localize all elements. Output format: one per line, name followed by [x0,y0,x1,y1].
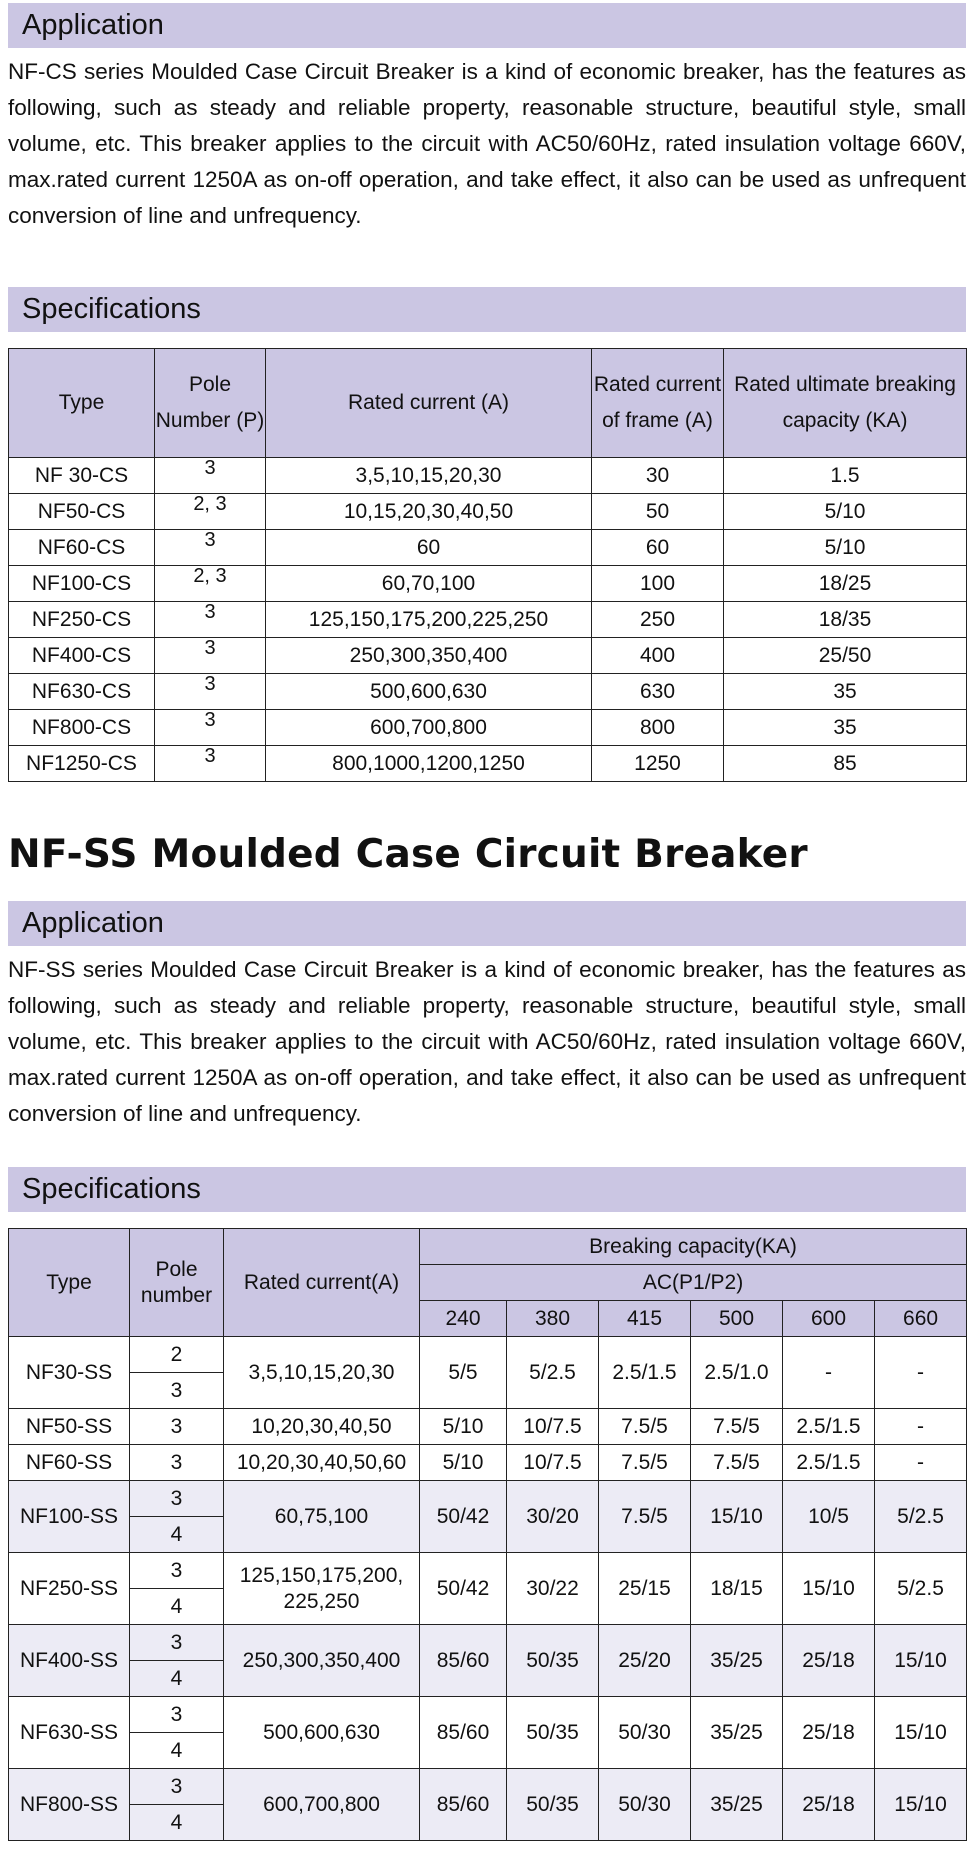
header-pole-number: Pole number [130,1229,224,1337]
cell-rated-current [224,1553,420,1625]
cell-breaking-value: 10/7.5 [507,1445,599,1481]
header-voltage: 500 [691,1301,783,1337]
cell-breaking-capacity: 5/10 [724,494,967,530]
header-type: Type [9,1229,130,1337]
cell-breaking-value: 25/18 [783,1625,875,1697]
cell-rated-current-line: 225,250 [283,1589,360,1613]
cell-pole: 3 [130,1409,224,1445]
cell-breaking-value: 25/18 [783,1697,875,1769]
cell-breaking-value: 5/2.5 [875,1553,967,1625]
cell-pole: 3 [130,1697,224,1733]
table-row [9,1697,967,1733]
cell-pole: 3 [130,1481,224,1517]
cell-rated-current: 60,70,100 [266,566,592,602]
cell-breaking-value: 5/2.5 [875,1481,967,1553]
cell-breaking-value: - [875,1337,967,1409]
cell-frame-current: 30 [592,458,724,494]
cell-pole: 2, 3 [155,494,266,530]
cell-type: NF100-SS [9,1481,130,1553]
table-row [9,1769,967,1805]
cell-breaking-value: 7.5/5 [599,1445,691,1481]
cell-breaking-value: 10/5 [783,1481,875,1553]
cell-breaking-value: 15/10 [875,1697,967,1769]
table-row [9,1445,967,1481]
cell-breaking-value: - [875,1445,967,1481]
cell-breaking-value: 85/60 [420,1697,507,1769]
cell-breaking-value: 85/60 [420,1625,507,1697]
cell-type: NF 30-CS [9,458,155,494]
cell-pole: 3 [155,746,266,782]
cell-type: NF50-SS [9,1409,130,1445]
cell-rated-current: 60,75,100 [224,1481,420,1553]
cell-frame-current: 400 [592,638,724,674]
cell-breaking-value: 50/35 [507,1697,599,1769]
cell-type: NF630-CS [9,674,155,710]
cell-pole: 3 [155,710,266,746]
cell-rated-current: 600,700,800 [224,1769,420,1841]
cell-pole: 3 [155,458,266,494]
cell-rated-current: 600,700,800 [266,710,592,746]
cell-breaking-value: 2.5/1.0 [691,1337,783,1409]
cell-frame-current: 630 [592,674,724,710]
header-voltage: 660 [875,1301,967,1337]
table-row [9,566,967,602]
cell-rated-current: 3,5,10,15,20,30 [266,458,592,494]
table-row [9,1553,967,1589]
cell-pole: 3 [155,530,266,566]
header-voltage: 600 [783,1301,875,1337]
cell-breaking-value: 5/10 [420,1409,507,1445]
cell-rated-current: 250,300,350,400 [266,638,592,674]
cell-rated-current: 10,15,20,30,40,50 [266,494,592,530]
header-voltage: 380 [507,1301,599,1337]
table-row [9,1337,967,1373]
cell-type: NF630-SS [9,1697,130,1769]
cell-pole: 4 [130,1517,224,1553]
cell-rated-current: 800,1000,1200,1250 [266,746,592,782]
header-pole-number: Pole Number (P) [155,349,266,458]
cell-breaking-capacity: 85 [724,746,967,782]
application-text: NF-CS series Moulded Case Circuit Breaker is a kind of economic breaker, has the features as following, such as steady and reliable property, reasonable structure, beautiful style, small volume, etc. This breaker applies to the circuit with AC50/60Hz, rated insulation voltage 660V, max.rated current 1250A as on-off operation, and take effect, it also can be used as unfrequent conversion of line and unfrequency. [8,59,966,228]
cell-frame-current: 250 [592,602,724,638]
cell-type: NF50-CS [9,494,155,530]
header-breaking-capacity: Rated ultimate breaking capacity (KA) [724,349,967,458]
cell-type: NF800-CS [9,710,155,746]
header-rated-current-frame: Rated current of frame (A) [592,349,724,458]
cell-breaking-value: - [783,1337,875,1409]
cell-breaking-value: 25/20 [599,1625,691,1697]
cell-pole: 2, 3 [155,566,266,602]
table-row [9,746,967,782]
cell-rated-current: 10,20,30,40,50,60 [224,1445,420,1481]
cell-rated-current: 500,600,630 [224,1697,420,1769]
cell-pole: 3 [130,1373,224,1409]
table-row [9,602,967,638]
cell-breaking-value: 30/20 [507,1481,599,1553]
cell-rated-current: 125,150,175,200,225,250 [266,602,592,638]
cell-breaking-value: 35/25 [691,1625,783,1697]
cell-breaking-value: 7.5/5 [691,1409,783,1445]
cell-breaking-capacity: 35 [724,674,967,710]
cell-breaking-value: 5/10 [420,1445,507,1481]
cell-breaking-value: 30/22 [507,1553,599,1625]
cell-rated-current: 10,20,30,40,50 [224,1409,420,1445]
cell-type: NF60-CS [9,530,155,566]
table-row [9,1481,967,1517]
cell-breaking-value: 50/42 [420,1553,507,1625]
cell-frame-current: 60 [592,530,724,566]
cell-rated-current: 500,600,630 [266,674,592,710]
cell-rated-current: 250,300,350,400 [224,1625,420,1697]
cell-pole: 3 [130,1445,224,1481]
cell-type: NF1250-CS [9,746,155,782]
specifications-heading: Specifications [8,287,966,332]
cell-breaking-value: 5/5 [420,1337,507,1409]
cell-pole: 4 [130,1589,224,1625]
cell-pole: 3 [130,1769,224,1805]
cell-breaking-value: 25/15 [599,1553,691,1625]
table-row [9,710,967,746]
cell-pole: 3 [130,1625,224,1661]
header-rated-current: Rated current (A) [266,349,592,458]
cell-frame-current: 50 [592,494,724,530]
cell-type: NF800-SS [9,1769,130,1841]
cell-rated-current: 3,5,10,15,20,30 [224,1337,420,1409]
table-row [9,530,967,566]
header-voltage: 240 [420,1301,507,1337]
nf-ss-spec-table [8,1228,967,1841]
cell-pole: 4 [130,1661,224,1697]
cell-breaking-value: 5/2.5 [507,1337,599,1409]
cell-breaking-value: 2.5/1.5 [783,1445,875,1481]
table-row [9,494,967,530]
cell-breaking-value: 15/10 [691,1481,783,1553]
cell-breaking-value: 35/25 [691,1769,783,1841]
table-row [9,638,967,674]
cell-breaking-value: 15/10 [875,1625,967,1697]
cell-breaking-capacity: 18/25 [724,566,967,602]
table-row [9,674,967,710]
application-heading: Application [8,3,966,48]
cell-pole: 3 [155,638,266,674]
table-row [9,1409,967,1445]
cell-type: NF100-CS [9,566,155,602]
cell-type: NF30-SS [9,1337,130,1409]
cell-breaking-value: 50/35 [507,1769,599,1841]
cell-breaking-capacity: 1.5 [724,458,967,494]
cell-type: NF250-CS [9,602,155,638]
cell-breaking-value: 7.5/5 [599,1481,691,1553]
cell-pole: 2 [130,1337,224,1373]
cell-pole: 3 [155,602,266,638]
cell-breaking-capacity: 25/50 [724,638,967,674]
cell-breaking-value: 50/42 [420,1481,507,1553]
table-row [9,1625,967,1661]
table-header-row [9,349,967,458]
nf-ss-title: NF-SS Moulded Case Circuit Breaker [8,832,808,877]
cell-breaking-value: 7.5/5 [599,1409,691,1445]
cell-breaking-value: 50/35 [507,1625,599,1697]
table-row [9,458,967,494]
cell-breaking-value: 7.5/5 [691,1445,783,1481]
cell-breaking-value: 85/60 [420,1769,507,1841]
cell-rated-current: 60 [266,530,592,566]
cell-type: NF400-CS [9,638,155,674]
cell-breaking-value: 15/10 [875,1769,967,1841]
cell-breaking-value: 15/10 [783,1553,875,1625]
cell-breaking-value: 10/7.5 [507,1409,599,1445]
cell-pole: 3 [155,674,266,710]
header-voltage: 415 [599,1301,691,1337]
cell-frame-current: 100 [592,566,724,602]
cell-breaking-value: - [875,1409,967,1445]
specifications-heading-2: Specifications [8,1167,966,1212]
header-ac: AC(P1/P2) [420,1265,967,1301]
cell-pole: 4 [130,1805,224,1841]
application-text-2: NF-SS series Moulded Case Circuit Breaker is a kind of economic breaker, has the features as following, such as steady and reliable property, reasonable structure, beautiful style, small volume, etc. This breaker applies to the circuit with AC50/60Hz, rated insulation voltage 660V, max.rated current 1250A as on-off operation, and take effect, it also can be used as unfrequent conversion of line and unfrequency. [8,957,966,1126]
cell-pole: 4 [130,1733,224,1769]
cell-breaking-value: 25/18 [783,1769,875,1841]
cell-breaking-value: 50/30 [599,1697,691,1769]
header-breaking-capacity: Breaking capacity(KA) [420,1229,967,1265]
cell-breaking-capacity: 18/35 [724,602,967,638]
cell-type: NF60-SS [9,1445,130,1481]
cell-frame-current: 800 [592,710,724,746]
cell-type: NF250-SS [9,1553,130,1625]
cell-breaking-value: 35/25 [691,1697,783,1769]
header-rated-current: Rated current(A) [224,1229,420,1337]
cell-breaking-value: 2.5/1.5 [599,1337,691,1409]
cell-frame-current: 1250 [592,746,724,782]
header-type: Type [9,349,155,458]
nf-cs-spec-table [8,348,967,782]
cell-pole: 3 [130,1553,224,1589]
cell-breaking-capacity: 35 [724,710,967,746]
cell-breaking-value: 50/30 [599,1769,691,1841]
header-row-1 [9,1229,967,1265]
cell-rated-current-line: 125,150,175,200, [239,1563,404,1587]
application-heading-2: Application [8,901,966,946]
cell-breaking-capacity: 5/10 [724,530,967,566]
cell-breaking-value: 18/15 [691,1553,783,1625]
cell-breaking-value: 2.5/1.5 [783,1409,875,1445]
cell-type: NF400-SS [9,1625,130,1697]
